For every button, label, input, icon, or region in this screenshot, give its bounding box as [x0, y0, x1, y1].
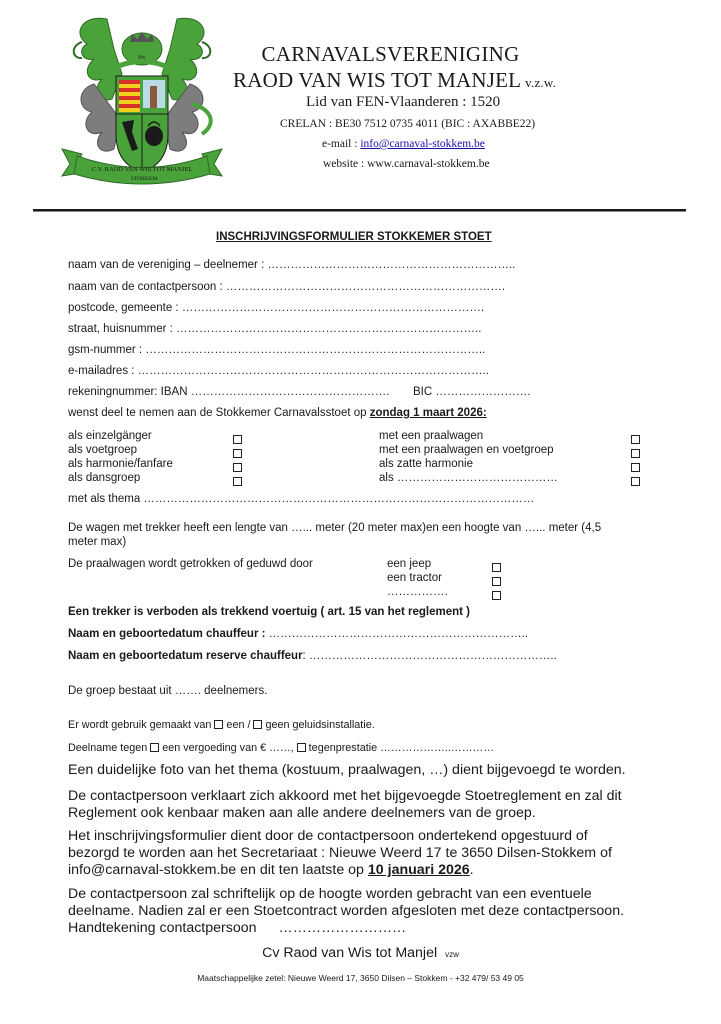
- option-drunk-band: als zatte harmonie: [379, 458, 473, 470]
- notify-line1: De contactpersoon zal schriftelijk op de hoogte worden gebracht van een eventuele: [68, 886, 592, 902]
- email-line: [322, 138, 485, 150]
- submit-line2: bezorgd te worden aan het Secretariaat : Nieuwe Weerd 17 te 3650 Dilsen-Stokkem of: [68, 845, 612, 861]
- participation-text: wenst deel te nemen aan de Stokkemer Carnavalsstoet op: [68, 407, 370, 419]
- form-title: INSCHRIJVINGSFORMULIER STOKKEMER STOET: [216, 231, 492, 243]
- bank-details: CRELAN : BE30 7512 0735 4011 (BIC : AXABBE22): [280, 118, 536, 130]
- field-street-number[interactable]: [68, 323, 481, 335]
- submit-line1: Het inschrijvingsformulier dient door de contactpersoon ondertekend opgestuurd of: [68, 828, 588, 844]
- signature-label: Handtekening contactpersoon: [68, 920, 257, 936]
- counter-service-option: tegenprestatie ………………..…………: [305, 742, 495, 754]
- field-iban[interactable]: [68, 386, 389, 398]
- shield-stripes: [119, 80, 140, 112]
- footer-address: Maatschappelijke zetel: Nieuwe Weerd 17, 3650 Dilsen – Stokkem - +32 479/ 53 49 05: [197, 973, 524, 983]
- ribbon-text-line1: C.V. RAOD VAN WIS TOT MANJEL: [91, 166, 193, 173]
- field-label: naam van de contactpersoon :: [68, 281, 226, 293]
- signature-line[interactable]: [68, 920, 406, 936]
- compensation-line: [68, 742, 494, 754]
- field-email[interactable]: [68, 365, 489, 377]
- field-label: straat, huisnummer :: [68, 323, 177, 335]
- option-foot-group: als voetgroep: [68, 444, 138, 456]
- email-label: e-mail :: [322, 138, 361, 150]
- wagon-size-line1: De wagen met trekker heeft een lengte van …... meter (20 meter max)en een hoogte van …... meter (4,5: [68, 522, 602, 534]
- sound-option-yes: een /: [223, 719, 254, 731]
- ribbon-text-line2: STOKKEM: [130, 176, 158, 182]
- reserve-driver-fill[interactable]: : ………………………………………………………..: [302, 650, 557, 662]
- checkbox-other[interactable]: [631, 474, 640, 492]
- coat-of-arms-logo: [52, 14, 232, 189]
- towed-option-jeep: een jeep: [387, 558, 432, 570]
- mantling-right: [162, 18, 211, 151]
- field-gsm[interactable]: [68, 344, 485, 356]
- org-suffix: v.z.w.: [525, 75, 557, 90]
- field-fill[interactable]: ……………………………………………………………………………..: [145, 344, 486, 356]
- field-label: postcode, gemeente :: [68, 302, 182, 314]
- towed-by-label: De praalwagen wordt getrokken of geduwd door: [68, 558, 313, 570]
- option-solo: als einzelgänger: [68, 430, 152, 442]
- field-postcode-city[interactable]: [68, 302, 484, 314]
- org-name-line1: CARNAVALSVERENIGING: [261, 42, 520, 66]
- field-contact-person[interactable]: [68, 281, 505, 293]
- org-name: RAOD VAN WIS TOT MANJEL: [233, 68, 522, 92]
- driver-fill[interactable]: …………………………………………………………..: [268, 628, 529, 640]
- participation-line: [68, 407, 487, 419]
- theme-fill[interactable]: …………………………………………………………………………………………: [143, 493, 535, 505]
- field-label: gsm-nummer :: [68, 344, 146, 356]
- field-fill[interactable]: ……………………………………………………………………..: [176, 323, 482, 335]
- field-association-name[interactable]: [68, 259, 515, 271]
- bic-label: BIC: [413, 386, 436, 398]
- sound-option-no: geen geluidsinstallatie.: [262, 719, 375, 731]
- checkbox-counter-service[interactable]: [297, 743, 306, 752]
- submit-line3-suffix: .: [469, 862, 474, 878]
- pot-icon: [145, 126, 163, 146]
- footer-org-suffix: vzw: [445, 950, 459, 959]
- notify-line2: deelname. Nadien zal er een Stoetcontract worden afgesloten met deze contactpersoon.: [68, 903, 625, 919]
- bic-fill[interactable]: …………………….: [435, 386, 531, 398]
- option-band: als harmonie/fanfare: [68, 458, 173, 470]
- tower-icon: [150, 86, 157, 108]
- fee-option: een vergoeding van € ……,: [159, 742, 297, 754]
- field-label: naam van de vereniging – deelnemer :: [68, 259, 268, 271]
- checkbox-towed-other[interactable]: [492, 588, 501, 606]
- field-reserve-driver[interactable]: [68, 650, 557, 662]
- footer-org: [0, 945, 721, 961]
- iban-label: rekeningnummer: IBAN: [68, 386, 191, 398]
- membership-line: Lid van FEN-Vlaanderen : 1520: [306, 94, 501, 110]
- option-float: met een praalwagen: [379, 430, 484, 442]
- agreement-line2: Reglement ook kenbaar maken aan alle andere deelnemers van de groep.: [68, 805, 536, 821]
- org-name-line2: [233, 68, 556, 93]
- towed-option-other[interactable]: …………….: [387, 586, 448, 598]
- checkbox-dance-group[interactable]: [233, 474, 242, 492]
- participation-date: zondag 1 maart 2026:: [369, 407, 487, 419]
- driver-label: Naam en geboortedatum chauffeur :: [68, 628, 269, 640]
- field-label: e-mailadres :: [68, 365, 138, 377]
- option-float-and-foot-group: met een praalwagen en voetgroep: [379, 444, 554, 456]
- field-fill[interactable]: ………………………………………………………..: [267, 259, 516, 271]
- mantling-left: [74, 18, 122, 151]
- crown-initials: RW: [138, 56, 146, 61]
- crown-icon: [130, 32, 154, 42]
- wagon-size-line2: meter max): [68, 536, 127, 548]
- logo-graphic: [52, 14, 232, 189]
- field-bic[interactable]: [413, 386, 531, 398]
- email-link[interactable]: info@carnaval-stokkem.be: [360, 138, 485, 150]
- field-fill[interactable]: …………………………………………………………………….: [181, 302, 485, 314]
- footer-org-name: Cv Raod van Wis tot Manjel: [262, 945, 438, 961]
- checkbox-fee[interactable]: [150, 743, 159, 752]
- submit-deadline: 10 januari 2026: [367, 862, 470, 878]
- field-driver[interactable]: [68, 628, 528, 640]
- field-fill[interactable]: ………………………………………………………………………………..: [137, 365, 490, 377]
- option-other[interactable]: als ……………………………………: [379, 472, 558, 484]
- sound-prefix: Er wordt gebruik gemaakt van: [68, 719, 215, 731]
- iban-fill[interactable]: …………………………………………….: [190, 386, 390, 398]
- submit-line3: [68, 862, 474, 878]
- group-size-line[interactable]: De groep bestaat uit ……. deelnemers.: [68, 685, 268, 697]
- option-dance-group: als dansgroep: [68, 472, 141, 484]
- tractor-forbidden-note: Een trekker is verboden als trekkend voertuig ( art. 15 van het reglement ): [68, 606, 471, 618]
- photo-note: Een duidelijke foto van het thema (kostuum, praalwagen, …) dient bijgevoegd te worden.: [68, 762, 626, 778]
- signature-fill[interactable]: ………………………: [278, 920, 407, 936]
- submit-line3-prefix: info@carnaval-stokkem.be en dit ten laatste op: [68, 862, 368, 878]
- fee-prefix: Deelname tegen: [68, 742, 151, 754]
- reserve-driver-label: Naam en geboortedatum reserve chauffeur: [68, 650, 303, 662]
- agreement-line1: De contactpersoon verklaart zich akkoord met het bijgevoegde Stoetreglement en zal dit: [68, 788, 622, 804]
- towed-option-tractor: een tractor: [387, 572, 442, 584]
- header-divider: [33, 209, 686, 212]
- theme-label: met als thema: [68, 493, 144, 505]
- field-theme[interactable]: [68, 493, 534, 505]
- shield: [116, 76, 168, 172]
- website-line: website : www.carnaval-stokkem.be: [323, 158, 490, 170]
- sound-system-line: [68, 719, 375, 731]
- field-fill[interactable]: ……………………………………………………………….: [225, 281, 506, 293]
